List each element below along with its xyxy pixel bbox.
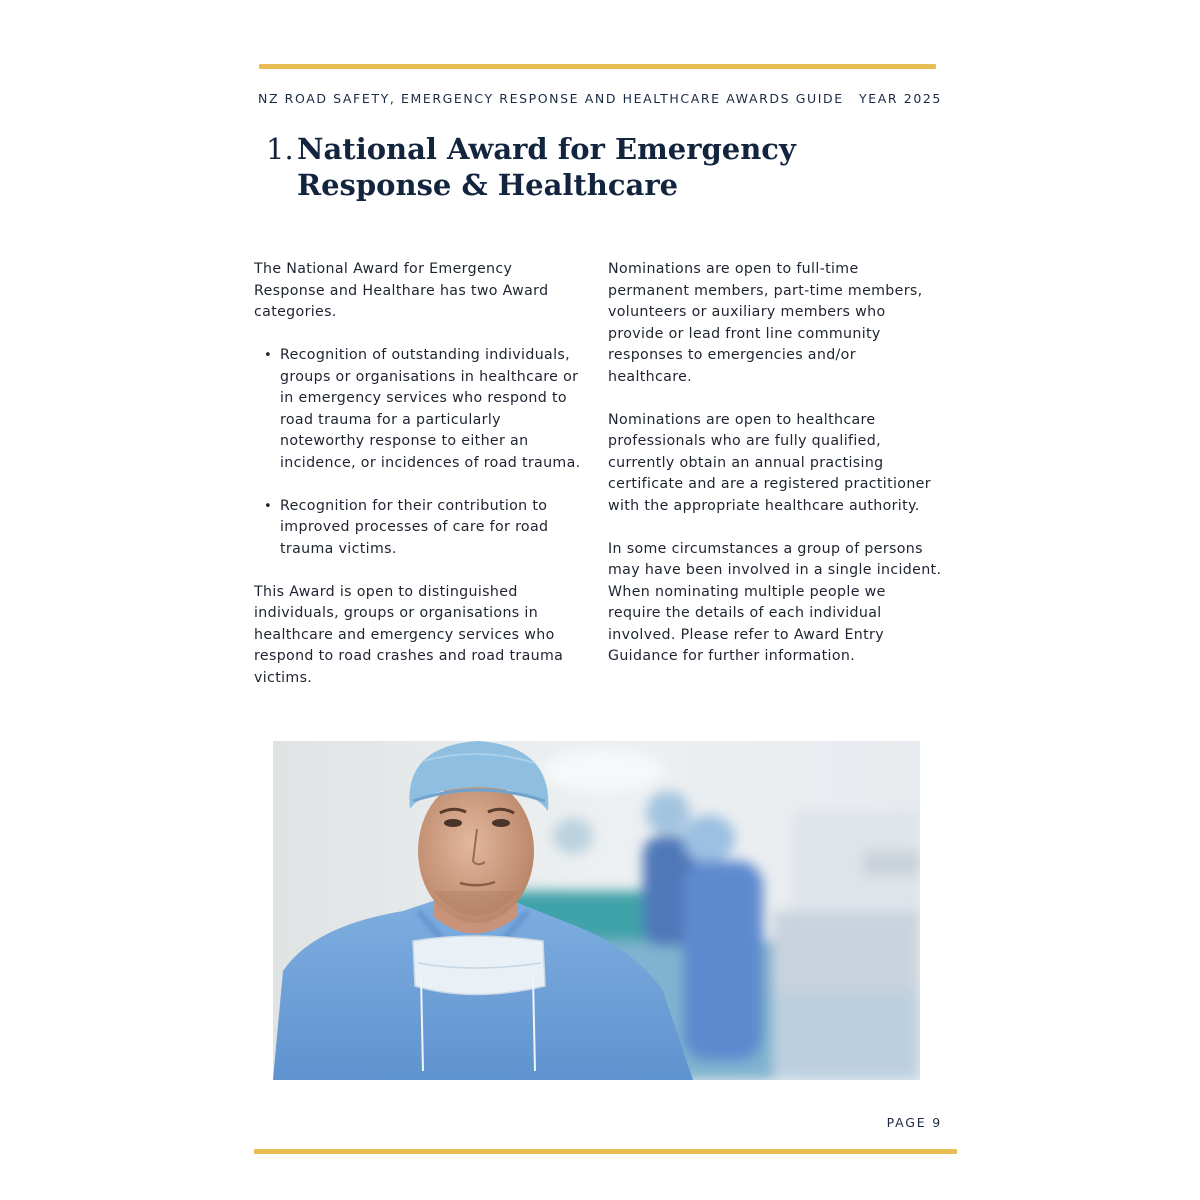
eligibility-paragraph: This Award is open to distinguished individuals, groups or organisations in healthcare and emergency services who respond to road crashes and road trauma victims. [254, 583, 564, 686]
top-accent-rule [259, 64, 936, 69]
year-label: YEAR 2025 [859, 91, 942, 106]
group-nominations-paragraph: In some circumstances a group of persons may have been involved in a single incident. When nominating multiple people we require the details of each individual involved. Please refer to Award Entry Guidance for further information. [608, 540, 942, 664]
surgeon-photo [273, 741, 920, 1080]
page-number: PAGE 9 [886, 1115, 942, 1130]
guide-title: NZ ROAD SAFETY, EMERGENCY RESPONSE AND HEALTHCARE AWARDS GUIDE [258, 91, 844, 106]
award-categories-list [254, 345, 584, 560]
category-item-1: • Recognition of outstanding individuals, groups or organisations in healthcare or in emergency services who respond to road trauma for a particularly noteworthy response to either an incidence, or incidences of road trauma. [280, 345, 584, 474]
left-column [254, 259, 584, 711]
nominations-members-paragraph: Nominations are open to full-time permanent members, part-time members, volunteers or auxiliary members who provide or lead front line community responses to emergencies and/or healthcare. [608, 261, 923, 385]
section-number: 1. [266, 132, 294, 166]
section-title-line-2: Response & Healthcare [297, 168, 679, 202]
bottom-accent-rule [254, 1149, 957, 1154]
category-item-2: • Recognition for their contribution to improved processes of care for road trauma victims. [280, 496, 584, 561]
right-column [608, 259, 943, 689]
document-header [258, 91, 942, 111]
intro-paragraph: The National Award for Emergency Response and Healthare has two Award categories. [254, 261, 549, 320]
section-title [297, 131, 857, 203]
section-title-line-1: National Award for Emergency [297, 132, 796, 166]
nominations-professionals-paragraph: Nominations are open to healthcare professionals who are fully qualified, currently obtain an annual practising certificate and are a registered practitioner with the appropriate healthcare authority. [608, 411, 931, 514]
